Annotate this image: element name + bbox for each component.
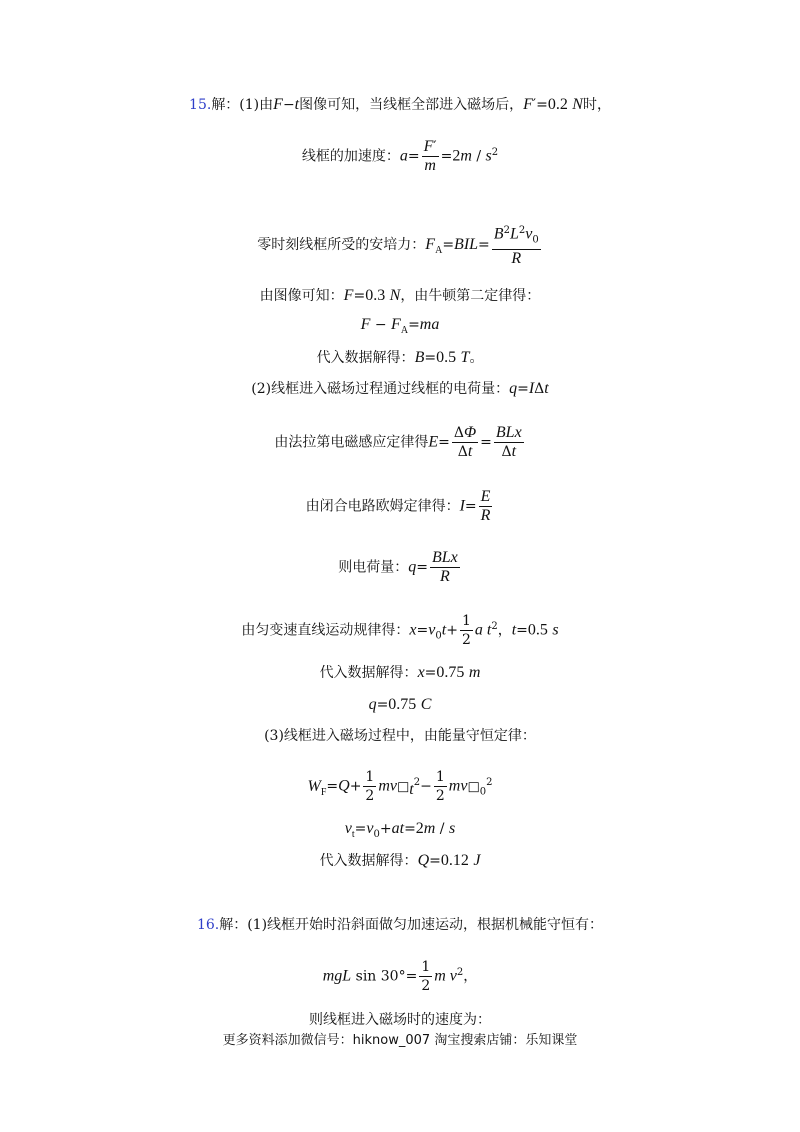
footer-text: 更多资料添加微信号：hiknow_007 淘宝搜索店铺：乐知课堂 (222, 1033, 578, 1048)
q15-energy: $W_F=Q+$ $\frac{1}{2}$ $mv□_t^2-$ $\frac{1}{2}$ $mv□_0^2$ (307, 769, 493, 804)
q15-part2: (2)线框进入磁场过程通过线框的电荷量：q=IΔt (251, 380, 549, 397)
q15-acceleration: 线框的加速度：a= $\frac{F'}{m}$ $=2m / s^2$ (301, 138, 499, 174)
q15-kinematics: 由匀变速直线运动规律得：$x=v_0t+$ $\frac{1}{2}$ a $t^2$，t=0.5 s (241, 613, 559, 648)
q15-part3: (3)线框进入磁场过程中，由能量守恒定律： (264, 728, 536, 744)
q15-graph-line: 由图像可知：F=0.3 N，由牛顿第二定律得： (259, 287, 541, 304)
q15-vt: $v_t=v_0+at=2m / s$ (344, 820, 456, 841)
q15-solve-q: 代入数据解得：Q=0.12 J (319, 852, 481, 869)
q15-solve-b: 代入数据解得：B=0.5 T。 (316, 349, 484, 366)
q15-intro-line: 15.解：(1)由F−t图像可知，当线框全部进入磁场后，F′=0.2 N时， (189, 96, 611, 113)
q15-charge: 则电荷量：q= $\frac{\text{BLx}}{R}$ (338, 549, 458, 585)
question-number: 15. (189, 97, 212, 113)
q16-intro-line: 16.解：(1)线框开始时沿斜面做匀加速运动，根据机械能守恒有： (196, 917, 604, 933)
q15-q-value: q=0.75 C (368, 696, 432, 713)
q15-ohm: 由闭合电路欧姆定律得：I= $\frac{E}{R}$ (305, 488, 491, 524)
question-number: 16. (196, 917, 220, 933)
q15-solve-x: 代入数据解得：x=0.75 m (319, 664, 481, 681)
q16-speed-label: 则线框进入磁场时的速度为： (309, 1012, 491, 1028)
q15-faraday: 由法拉第电磁感应定律得E= $\frac{\Delta\Phi}{\Delta t}$ = $\frac{\text{BLx}}{\Delta t}$ (274, 424, 522, 460)
q15-ampere-force: 零时刻线框所受的安培力：$F_A=BIL=$ $\frac{B^2L^2v_0}{R}$ (0, 222, 800, 268)
q15-newton: $F - F_A=ma$ (360, 316, 440, 337)
q16-energy: mgL sin 30°= $\frac{1}{2}$ m $v^2$， (322, 959, 478, 994)
